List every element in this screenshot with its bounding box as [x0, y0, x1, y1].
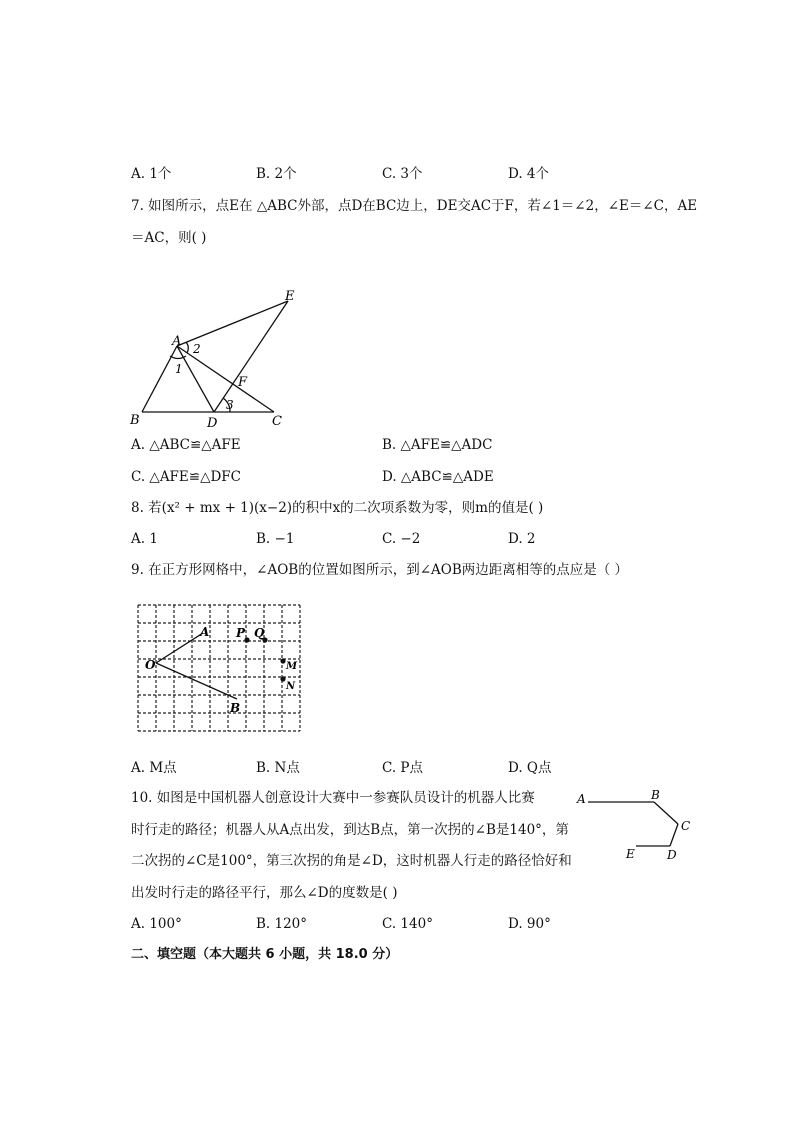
path-label-b: B: [651, 788, 660, 802]
path-label-a: A: [577, 792, 586, 806]
grid-label-b: B: [230, 701, 241, 715]
label-angle-3: 3: [226, 398, 234, 412]
label-angle-2: 2: [193, 342, 201, 356]
path-label-c: C: [681, 819, 691, 833]
segment-cd: [670, 824, 678, 846]
label-a: A: [172, 334, 182, 349]
square-grid: [138, 605, 300, 731]
label-c: C: [272, 414, 282, 429]
segment-bc: [654, 802, 678, 824]
q7-triangle-figure: [120, 285, 310, 435]
point-m: [280, 658, 285, 663]
q10-path-figure: [574, 786, 704, 866]
label-b: B: [130, 413, 140, 428]
q8-option-b: B. −1: [256, 531, 295, 547]
angle-2-arc: [186, 342, 188, 353]
q6-option-a: A. 1个: [131, 166, 172, 182]
q10-option-d: D. 90°: [508, 916, 551, 932]
q8-option-d: D. 2: [508, 531, 536, 547]
segment-ae: [177, 301, 288, 346]
label-d: D: [207, 416, 218, 431]
point-p: [244, 637, 249, 642]
q7-option-a: A. △ABC≌△AFE: [131, 437, 241, 453]
q9-option-b: B. N点: [256, 760, 300, 776]
q7-option-b: B. △AFE≌△ADC: [382, 437, 493, 453]
q9-option-d: D. Q点: [508, 760, 552, 776]
q7-option-d: D. △ABC≌△ADE: [382, 469, 494, 485]
q10-option-a: A. 100°: [131, 916, 182, 932]
q10-option-b: B. 120°: [256, 916, 308, 932]
q10-stem-line2: 时行走的路径；机器人从A点出发，到达B点，第一次拐的∠B是140°，第: [131, 822, 569, 838]
q6-option-c: C. 3个: [382, 166, 423, 182]
q7-option-c: C. △AFE≌△DFC: [131, 469, 241, 485]
path-label-e: E: [626, 847, 635, 861]
q10-stem-line3: 二次拐的∠C是100°，第三次拐的角是∠D，这时机器人行走的路径恰好和: [131, 853, 572, 869]
q9-option-c: C. P点: [382, 760, 424, 776]
q8-option-a: A. 1: [131, 531, 158, 547]
q6-option-d: D. 4个: [508, 166, 550, 182]
grid-label-a: A: [200, 625, 210, 639]
q9-grid-figure: [136, 603, 306, 735]
path-label-d: D: [667, 848, 677, 862]
label-e: E: [285, 289, 295, 304]
point-n: [280, 676, 285, 681]
q6-option-b: B. 2个: [256, 166, 297, 182]
segment-ab: [142, 346, 177, 412]
q7-stem-line1: 7. 如图所示，点E在 △ABC外部，点D在BC边上，DE交AC于F，若∠1＝∠2，∠E＝∠C，AE: [131, 198, 698, 214]
grid-label-n: N: [286, 681, 296, 692]
q9-option-a: A. M点: [131, 760, 177, 776]
q8-stem: 8. 若(x² + mx + 1)(x−2)的积中x的二次项系数为零，则m的值是( ): [131, 500, 544, 516]
q9-stem: 9. 在正方形网格中，∠AOB的位置如图所示，到∠AOB两边距离相等的点应是（ ）: [131, 562, 629, 578]
q7-stem-line2: ＝AC，则( ): [131, 230, 207, 246]
segment-ed: [214, 301, 288, 412]
ray-ob: [156, 663, 237, 699]
grid-label-o: O: [145, 658, 156, 672]
grid-label-m: M: [286, 661, 298, 672]
q8-option-c: C. −2: [382, 531, 421, 547]
label-angle-1: 1: [175, 362, 183, 376]
grid-label-p: P: [236, 626, 246, 640]
section-2-title: 二、填空题（本大题共 6 小题，共 18.0 分）: [131, 947, 399, 962]
grid-label-q: Q: [254, 626, 265, 640]
q10-stem-line4: 出发时行走的路径平行，那么∠D的度数是( ): [131, 885, 398, 901]
label-f: F: [238, 375, 248, 390]
q10-option-c: C. 140°: [382, 916, 433, 932]
q10-stem-line1: 10. 如图是中国机器人创意设计大赛中一参赛队员设计的机器人比赛: [131, 790, 535, 806]
